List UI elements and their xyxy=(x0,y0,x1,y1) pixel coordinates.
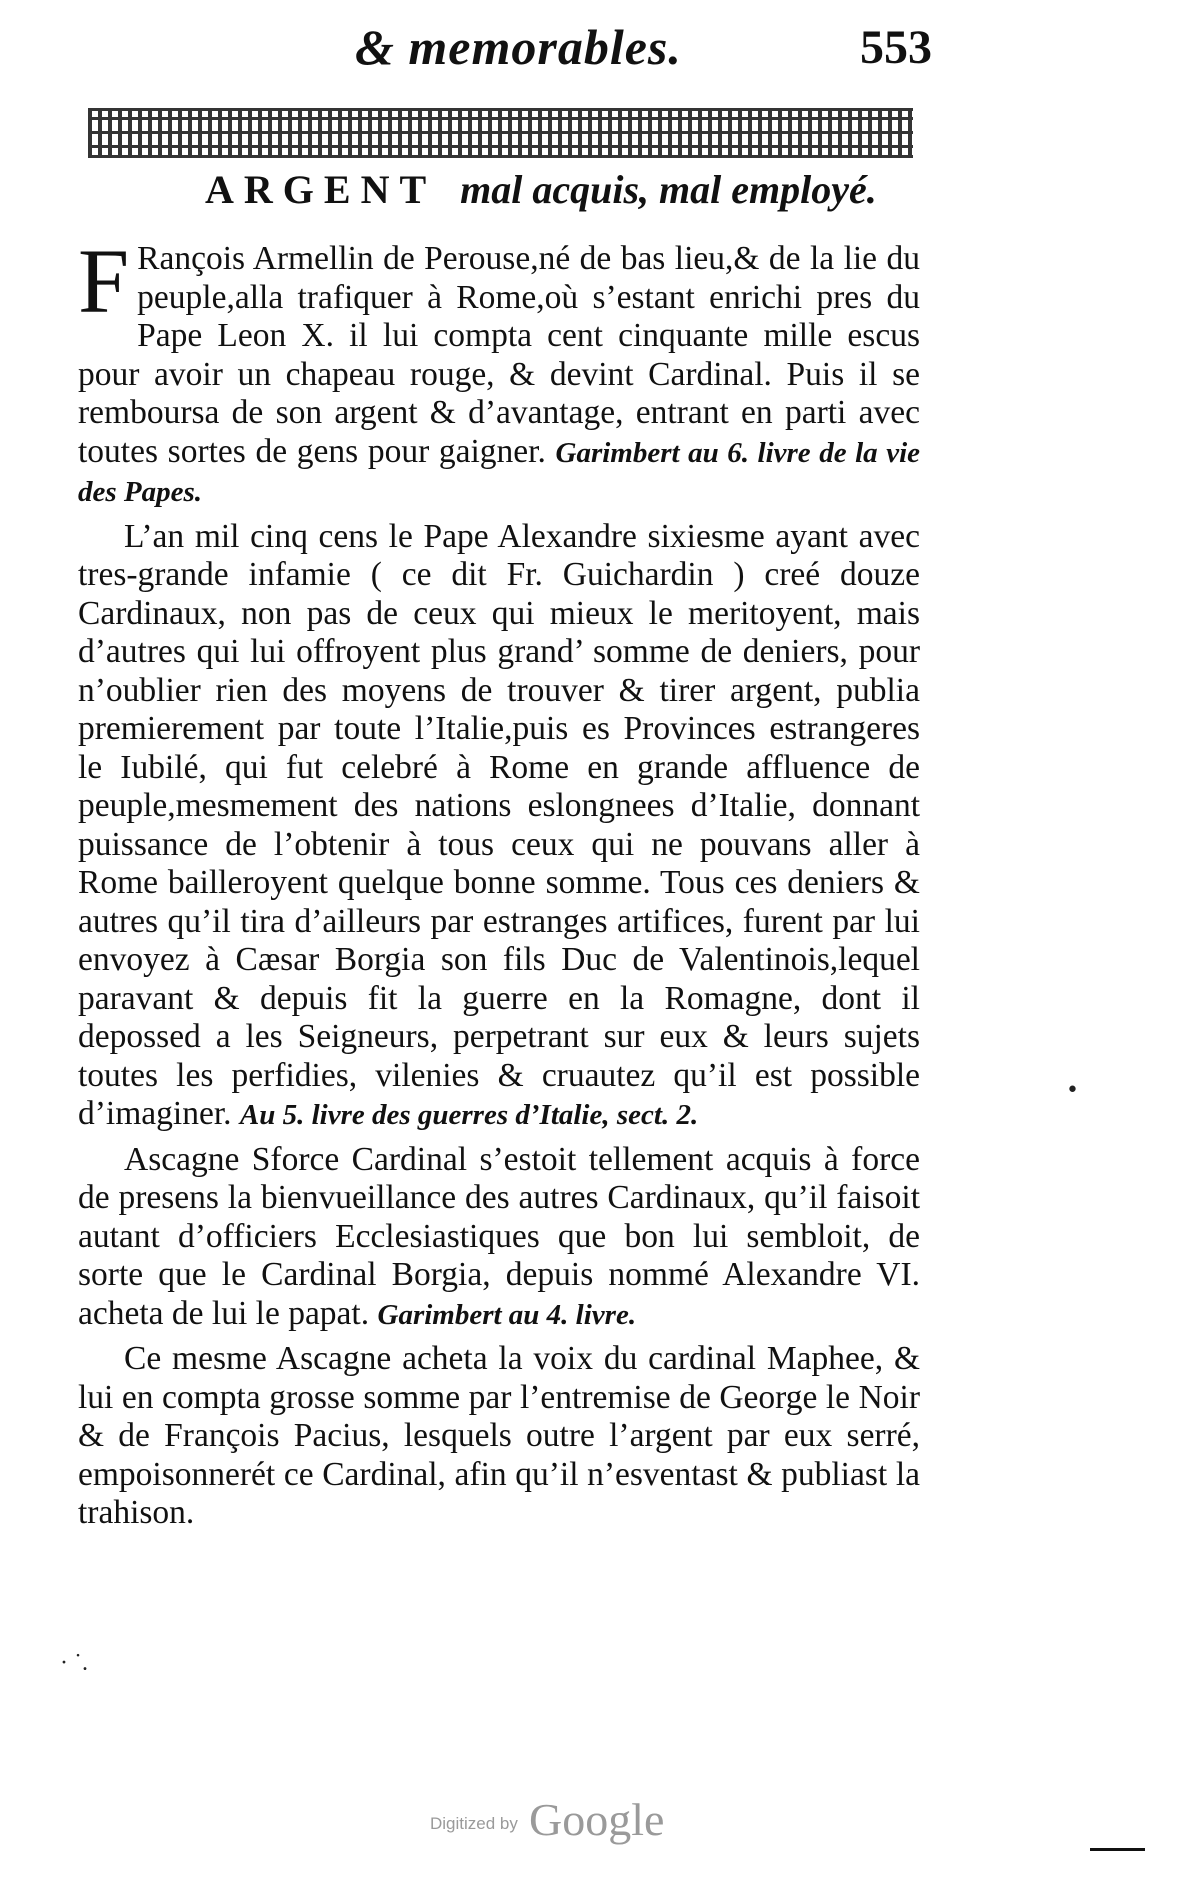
paragraph-1 xyxy=(78,230,920,512)
drop-cap: F xyxy=(78,230,130,332)
paragraph-3-citation: Garimbert au 4. livre. xyxy=(377,1298,637,1331)
ink-specks: · ˙. xyxy=(60,1650,88,1676)
paragraph-2-citation: Au 5. livre des guerres d’Italie, sect. 2. xyxy=(239,1099,699,1131)
digitized-watermark xyxy=(430,1793,664,1846)
paragraph-2-text: L’an mil cinq cens le Pape Alexandre sixiesme ayant avec tres-grande infamie ( ce dit Fr. Guichardin ) creé douze Cardinaux, non pas de ceux qui mieux le meritoyent, mais d’autres qui lui offroyent plus grand’ somme de deniers, pour n’oublier rien des moyens de trouver & tirer argent, publia premierement par toute l’Italie,puis es Provinces estrangeres le Iubilé, qui fut celebré à Rome en grande affluence de peuple,mesmement des nations eslongnees d’Italie, donnant puissance de l’obtenir à tous ceux qui ne pouvans aller à Rome bailleroyent quelque bonne somme. Tous ces deniers & autres qu’il tira d’ailleurs par estranges artifices, furent par lui envoyez à Cæsar Borgia son fils Duc de Valentinois,lequel paravant & depuis fit la guerre en la Romagne, dont il depossed a les Seigneurs, perpetrant sur eux & leurs sujets toutes les perfidies, vilenies & cruautez qu’il est possible d’imaginer. xyxy=(78,517,920,1132)
section-title-italic: mal acquis, mal employé. xyxy=(460,167,877,212)
paragraph-1-citation: Garimbert au 6. livre de la vie des Papes. xyxy=(78,436,920,508)
paragraph-2 xyxy=(78,518,920,1135)
section-title xyxy=(205,166,877,213)
running-head: & memorables. xyxy=(355,19,682,75)
bottom-rule xyxy=(1090,1848,1145,1851)
google-logo-text: Google xyxy=(528,1794,665,1845)
paragraph-1-text: Rançois Armellin de Perouse,né de bas lieu,& de la lie du peuple,alla trafiquer à Rome,où s’estant enrichi pres du Pape Leon X. il lui compta cent cinquante mille escus pour avoir un chapeau rouge, & devint Cardinal. Puis il se remboursa de son argent & d’avantage, entrant en parti avec toutes sortes de gens pour gaigner. xyxy=(78,240,920,470)
digitized-label: Digitized by xyxy=(430,1814,518,1833)
paragraph-3 xyxy=(78,1141,920,1335)
paragraph-4 xyxy=(78,1340,920,1533)
body-text xyxy=(78,230,920,1533)
paragraph-4-text: Ce mesme Ascagne acheta la voix du cardinal Maphee, & lui en compta grosse somme par l’entremise de George le Noir & de François Pacius, lesquels outre l’argent par eux serré, empoisonnerét ce Cardinal, afin qu’il n’esventast & publiast la trahison. xyxy=(78,1340,920,1531)
section-title-caps: ARGENT xyxy=(205,167,437,212)
paragraph-3-text: Ascagne Sforce Cardinal s’estoit tellement acquis à force de presens la bienvueillance des autres Cardinaux, qu’il faisoit autant d’officiers Ecclesiastiques que bon lui sembloit, de sorte que le Cardinal Borgia, depuis nommé Alexandre VI. acheta de lui le papat. xyxy=(78,1140,920,1332)
page-number: 553 xyxy=(860,21,932,74)
margin-speck: • xyxy=(1066,1078,1079,1103)
ornament-band xyxy=(88,108,913,158)
